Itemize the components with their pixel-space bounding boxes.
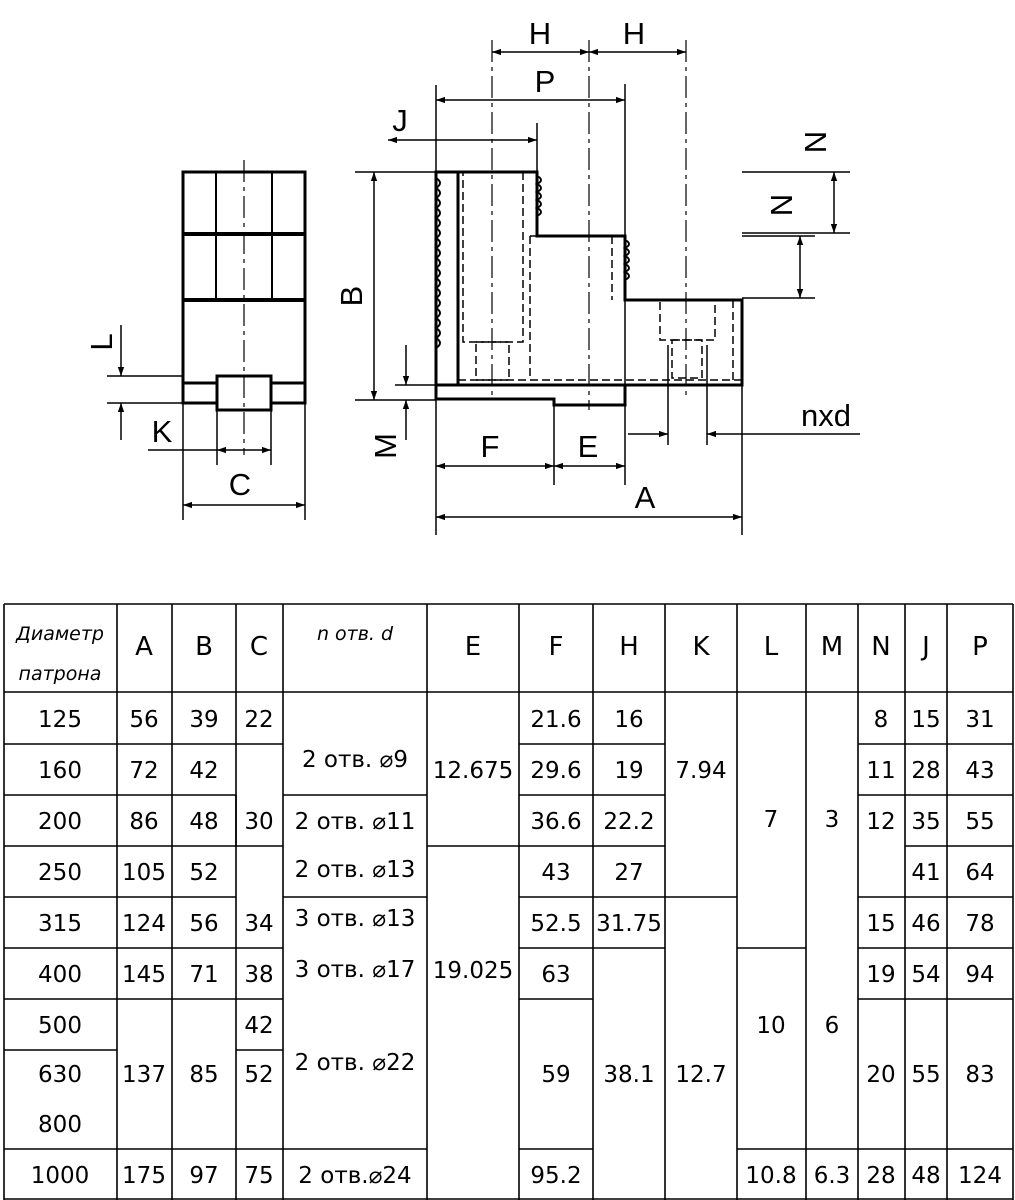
cell-diam: 500	[38, 1013, 82, 1039]
label-l: L	[84, 333, 119, 351]
header-p: P	[972, 632, 988, 662]
table-grid	[4, 604, 1013, 1200]
cell-holes: 2 отв. ⌀13	[294, 857, 416, 883]
cell-p: 124	[958, 1163, 1002, 1189]
cell-holes: 2 отв. ⌀9	[301, 747, 409, 773]
cell-b: 48	[189, 809, 219, 835]
cell-a: 137	[122, 1062, 166, 1088]
label-h-left: H	[528, 16, 552, 51]
cell-f: 29.6	[530, 758, 582, 784]
cell-diam: 400	[38, 962, 82, 988]
cell-f: 95.2	[530, 1163, 582, 1189]
cell-h: 22.2	[603, 809, 655, 835]
cell-j: 48	[911, 1163, 941, 1189]
cell-diam: 160	[38, 758, 82, 784]
cell-a: 124	[122, 911, 166, 937]
cell-a: 56	[129, 707, 159, 733]
header-l: L	[763, 632, 779, 662]
label-f: F	[480, 429, 500, 464]
header-f: F	[548, 632, 564, 662]
cell-h: 27	[614, 860, 644, 886]
cell-n: 28	[866, 1163, 896, 1189]
cell-f: 59	[541, 1062, 571, 1088]
cell-j: 41	[911, 860, 941, 886]
cell-p: 64	[965, 860, 995, 886]
cell-j: 55	[911, 1062, 941, 1088]
header-b: B	[195, 632, 213, 662]
cell-h: 38.1	[603, 1062, 655, 1088]
cell-n: 11	[866, 758, 896, 784]
cell-n: 19	[866, 962, 896, 988]
label-h-right: H	[622, 16, 646, 51]
cell-j: 35	[911, 809, 941, 835]
cell-b: 85	[189, 1062, 219, 1088]
cell-b: 56	[189, 911, 219, 937]
cell-a: 72	[129, 758, 159, 784]
cell-f: 63	[541, 962, 571, 988]
cell-b: 52	[189, 860, 219, 886]
cell-n: 12	[866, 809, 896, 835]
cell-p: 43	[965, 758, 995, 784]
cell-c: 30	[244, 809, 274, 835]
label-n-upper: N	[798, 130, 833, 154]
header-holes: n отв. d	[316, 623, 394, 645]
cell-f: 43	[541, 860, 571, 886]
cell-h: 31.75	[596, 911, 662, 937]
cell-holes: 2 отв. ⌀22	[294, 1050, 416, 1076]
cell-l: 10.8	[745, 1163, 797, 1189]
cell-p: 83	[965, 1062, 995, 1088]
label-b: B	[334, 285, 369, 307]
cell-f: 21.6	[530, 707, 582, 733]
header-n: N	[871, 632, 891, 662]
label-nxd: nxd	[801, 398, 851, 433]
cell-diam: 1000	[30, 1163, 90, 1189]
header-a: A	[135, 632, 153, 662]
label-c: C	[228, 467, 252, 502]
cell-p: 94	[965, 962, 995, 988]
cell-diam: 315	[38, 911, 82, 937]
cell-holes: 3 отв. ⌀13	[294, 906, 416, 932]
label-e: E	[577, 429, 599, 464]
cell-diam: 125	[38, 707, 82, 733]
table-header	[15, 623, 988, 685]
cell-n: 20	[866, 1062, 896, 1088]
cell-diam: 200	[38, 809, 82, 835]
cell-j: 46	[911, 911, 941, 937]
cell-h: 19	[614, 758, 644, 784]
cell-diam: 800	[38, 1112, 82, 1138]
cell-m: 6	[824, 1013, 840, 1039]
cell-c: 34	[244, 911, 274, 937]
cell-k: 12.7	[675, 1062, 727, 1088]
cell-b: 42	[189, 758, 219, 784]
cell-c: 22	[244, 707, 274, 733]
cell-holes: 2 отв.⌀24	[298, 1163, 412, 1189]
cell-p: 55	[965, 809, 995, 835]
cell-j: 28	[911, 758, 941, 784]
header-c: C	[249, 632, 269, 662]
cell-p: 78	[965, 911, 995, 937]
cell-holes: 2 отв. ⌀11	[294, 809, 416, 835]
cell-j: 15	[911, 707, 941, 733]
header-diameter-line1: Диаметр	[16, 623, 104, 645]
cell-j: 54	[911, 962, 941, 988]
header-k: K	[692, 632, 710, 662]
header-m: M	[820, 632, 844, 662]
cell-c: 38	[244, 962, 274, 988]
cell-f: 52.5	[530, 911, 582, 937]
cell-a: 86	[129, 809, 159, 835]
cell-b: 97	[189, 1163, 219, 1189]
label-k: K	[151, 414, 173, 449]
cell-h: 16	[614, 707, 644, 733]
cell-m: 6.3	[813, 1163, 851, 1189]
header-e: E	[464, 632, 482, 662]
cell-e: 19.025	[432, 958, 514, 984]
header-h: H	[619, 632, 639, 662]
cell-k: 7.94	[675, 758, 727, 784]
cell-a: 145	[122, 962, 166, 988]
cell-b: 39	[189, 707, 219, 733]
label-p: P	[534, 64, 556, 99]
cell-f: 36.6	[530, 809, 582, 835]
cell-n: 15	[866, 911, 896, 937]
cell-diam: 630	[38, 1062, 82, 1088]
cell-holes: 3 отв. ⌀17	[294, 957, 416, 983]
cell-c: 75	[244, 1163, 274, 1189]
cell-m: 3	[824, 807, 840, 833]
cell-b: 71	[189, 962, 219, 988]
cell-e: 12.675	[432, 758, 514, 784]
cell-c: 42	[244, 1013, 274, 1039]
header-j: J	[922, 632, 930, 662]
label-n-lower: N	[764, 193, 799, 217]
cell-a: 105	[122, 860, 166, 886]
cell-l: 7	[763, 807, 779, 833]
cell-p: 31	[965, 707, 995, 733]
label-j: J	[392, 103, 408, 138]
cell-c: 52	[244, 1062, 274, 1088]
cell-n: 8	[873, 707, 889, 733]
label-m: M	[368, 433, 403, 459]
cell-l: 10	[756, 1013, 786, 1039]
label-a: A	[634, 480, 656, 515]
header-diameter-line2: патрона	[18, 663, 102, 685]
cell-a: 175	[122, 1163, 166, 1189]
cell-diam: 250	[38, 860, 82, 886]
